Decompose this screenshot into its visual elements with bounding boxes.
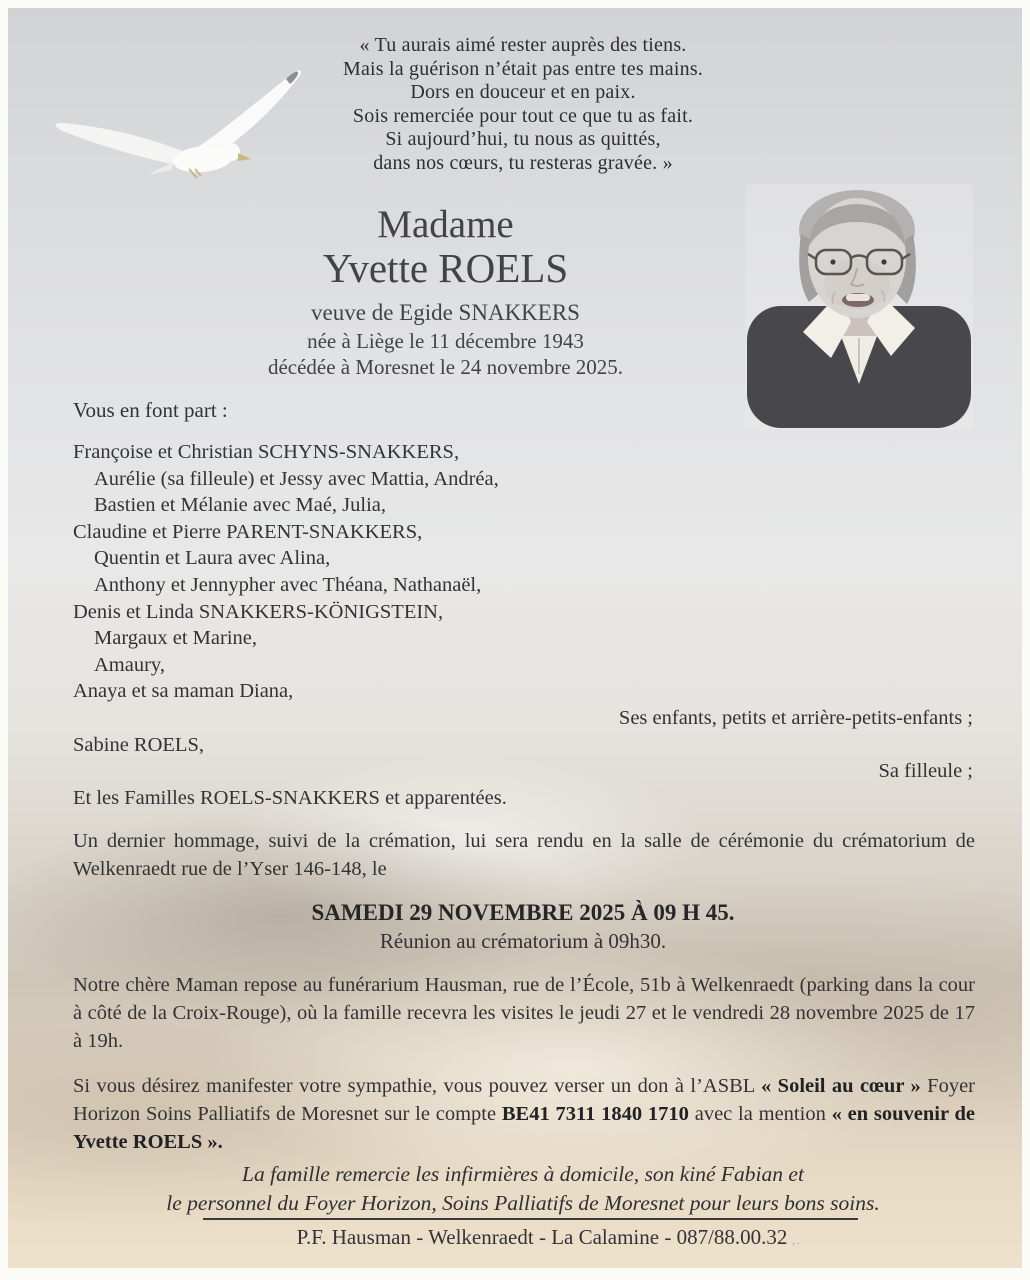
poem-line: Sois remerciée pour tout ce que tu as fait. xyxy=(352,104,694,127)
family-row: Denis et Linda SNAKKERS-KÖNIGSTEIN, xyxy=(73,600,444,623)
donation-paragraph xyxy=(73,1072,975,1157)
donation-text: Foyer Horizon Soins Palliatifs de Moresnet sur le compte xyxy=(73,1075,975,1126)
family-row: Bastien et Mélanie avec Maé, Julia, xyxy=(94,494,387,517)
visits-paragraph: Notre chère Maman repose au funérarium Hausman, rue de l’École, 51b à Welkenraedt (parking dans la cour à côté de la Croix-Rouge), où la famille recevra les visites le jeudi 27 et le vendredi 28 novembre 2025 de 17 à 19h. xyxy=(73,974,975,1053)
ceremony-intro: Un dernier hommage, suivi de la crémation, lui sera rendu en la salle de cérémonie du crématorium de Welkenraedt rue de l’Yser 146-148, le xyxy=(73,830,975,881)
ceremony-meeting: Réunion au crématorium à 09h30. xyxy=(379,929,667,953)
portrait-eye-right xyxy=(881,259,886,264)
donation-association: « Soleil au cœur » xyxy=(760,1075,921,1097)
donation-account-number: BE41 7311 1840 1710 xyxy=(501,1103,689,1126)
deceased-birth-line: née à Liège le 11 décembre 1943 xyxy=(307,329,584,353)
donation-text: avec la mention xyxy=(688,1103,832,1126)
funeral-home-info: P.F. Hausman - Welkenraedt - La Calamine - 087/88.00.32 xyxy=(296,1225,788,1249)
portrait-teeth xyxy=(846,294,870,301)
family-row: Françoise et Christian SCHYNS-SNAKKERS, xyxy=(73,441,460,463)
deceased-death-line: décédée à Moresnet le 24 novembre 2025. xyxy=(267,355,624,379)
family-list xyxy=(73,439,973,811)
deceased-relation: veuve de Egide SNAKKERS xyxy=(311,300,580,325)
divider-line xyxy=(203,1218,858,1220)
poem-line: Dors en douceur et en paix. xyxy=(410,81,636,104)
donation-text: Si vous désirez manifester votre sympathie, vous pouvez verser un don à l’ASBL xyxy=(73,1075,761,1097)
poem-line: Mais la guérison n’était pas entre tes mains. xyxy=(342,57,703,80)
family-row: Amaury, xyxy=(94,653,165,676)
family-row: Claudine et Pierre PARENT-SNAKKERS, xyxy=(73,520,423,543)
funeral-home-footer xyxy=(58,1225,1030,1250)
deceased-name: Yvette ROELS xyxy=(322,245,569,291)
deceased-honorific: Madame xyxy=(377,203,514,246)
family-row: Anaya et sa maman Diana, xyxy=(73,680,294,703)
family-row: Ses enfants, petits et arrière-petits-enfants ; xyxy=(618,706,973,729)
family-row: Quentin et Laura avec Alina, xyxy=(94,547,331,570)
announcement-intro: Vous en font part : xyxy=(73,398,228,422)
poem-line: dans nos cœurs, tu resteras gravée. » xyxy=(373,151,673,174)
family-row: Aurélie (sa filleule) et Jessy avec Mattia, Andréa, xyxy=(94,467,499,490)
thanks-line: le personnel du Foyer Horizon, Soins Palliatifs de Moresnet pour leurs bons soins. xyxy=(166,1190,880,1215)
memorial-card xyxy=(8,8,1022,1268)
family-row: Sa filleule ; xyxy=(878,760,973,783)
thanks-line: La famille remercie les infirmières à domicile, son kiné Fabian et xyxy=(242,1162,804,1186)
deceased-title-block xyxy=(73,204,818,380)
thanks-paragraph xyxy=(8,1160,1030,1217)
portrait-eye-left xyxy=(830,259,835,264)
family-row: Margaux et Marine, xyxy=(94,627,257,650)
memorial-poem xyxy=(8,34,1030,176)
ceremony-date: SAMEDI 29 NOVEMBRE 2025 À 09 H 45. xyxy=(311,900,735,925)
family-row: Et les Familles ROELS-SNAKKERS et apparentées. xyxy=(73,786,507,809)
family-row: Sabine ROELS, xyxy=(73,733,204,756)
donation-mention: « en souvenir de Yvette ROELS ». xyxy=(73,1103,976,1154)
family-row: Anthony et Jennypher avec Théana, Nathanaël, xyxy=(94,573,482,596)
poem-line: Si aujourd’hui, tu nous as quittés, xyxy=(385,128,661,151)
poem-line: « Tu aurais aimé rester auprès des tiens. xyxy=(359,34,687,56)
portrait-photo xyxy=(745,184,973,430)
scan-artifact: , . xyxy=(792,1236,800,1246)
